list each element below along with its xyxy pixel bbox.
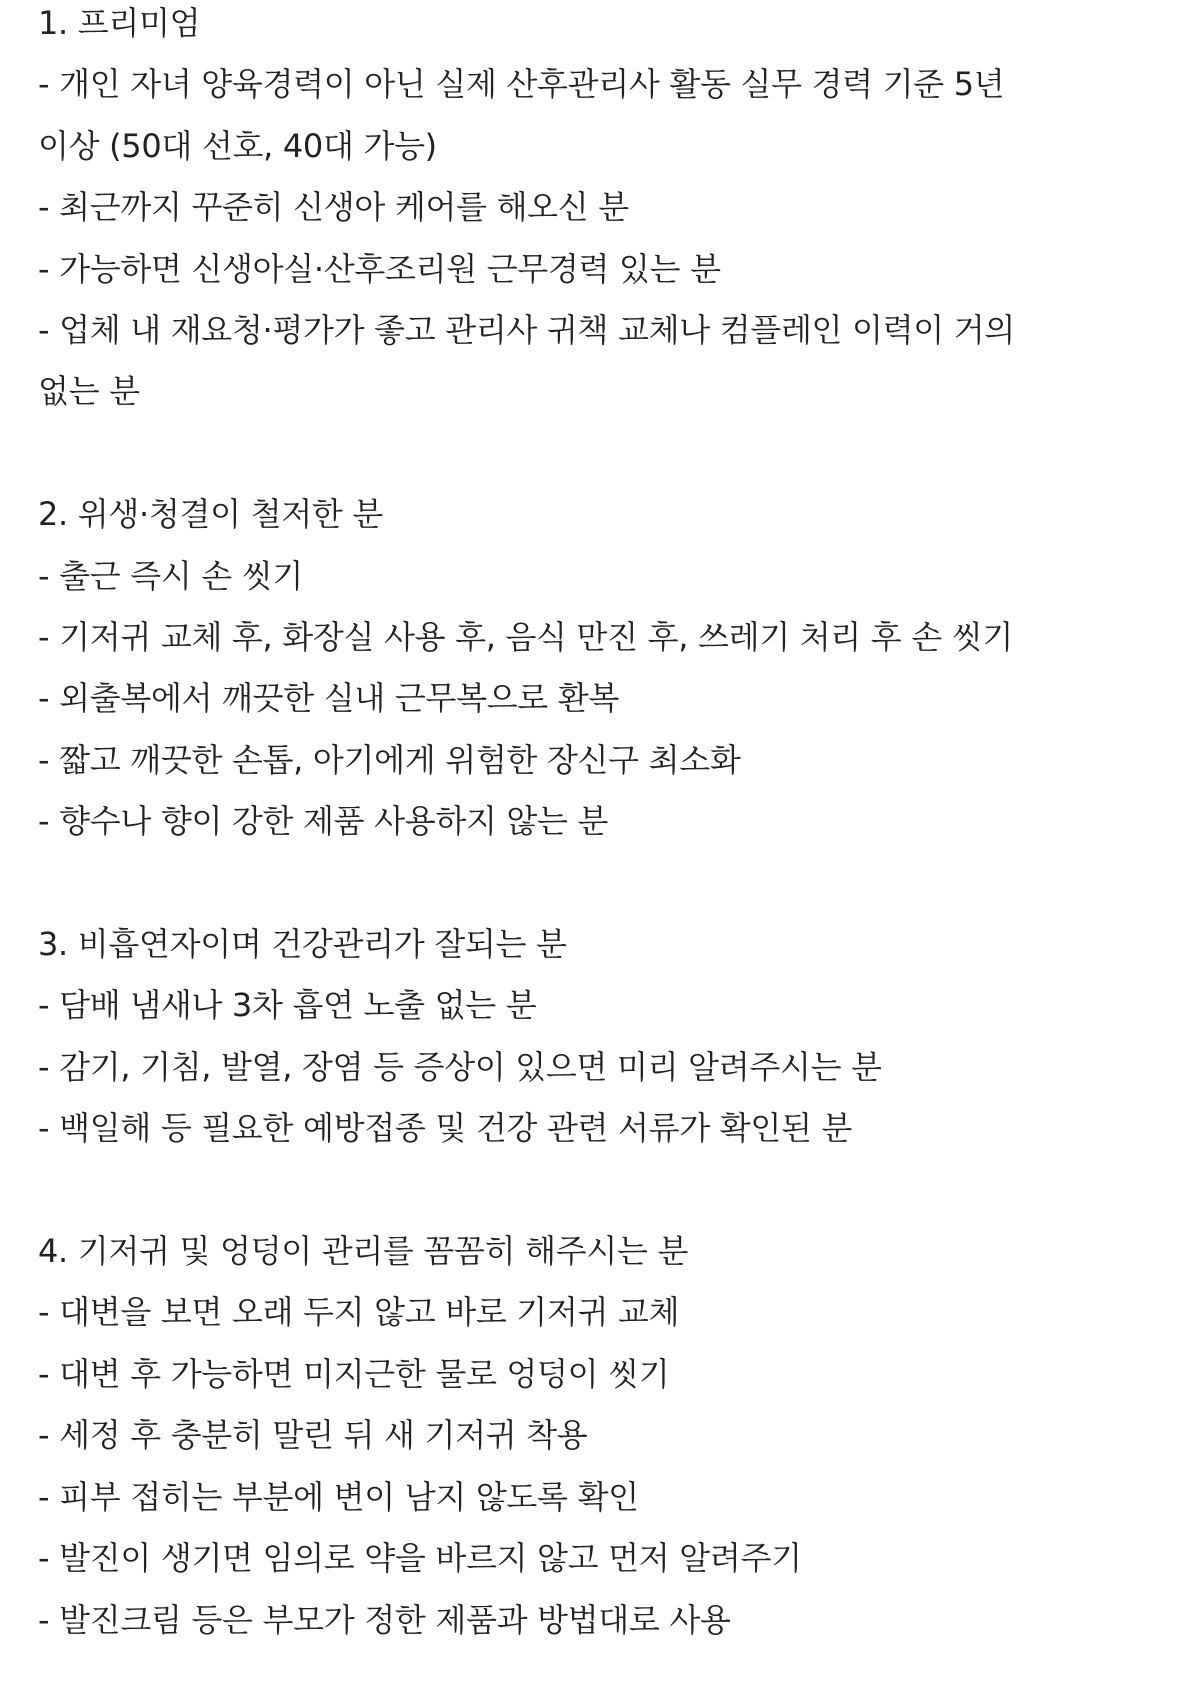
section-heading: 3. 비흡연자이며 건강관리가 잘되는 분: [38, 925, 567, 964]
list-item: - 출근 즉시 손 씻기: [38, 556, 304, 595]
list-item: - 기저귀 교체 후, 화장실 사용 후, 음식 만진 후, 쓰레기 처리 후 손 씻기: [38, 618, 1013, 657]
list-item: - 최근까지 꾸준히 신생아 케어를 해오신 분: [38, 188, 629, 227]
list-item: - 가능하면 신생아실·산후조리원 근무경력 있는 분: [38, 249, 721, 288]
list-item: - 담배 냄새나 3차 흡연 노출 없는 분: [38, 986, 537, 1025]
section-premium: [38, 0, 1148, 423]
list-item: - 대변 후 가능하면 미지근한 물로 엉덩이 씻기: [38, 1354, 670, 1393]
section-hygiene: [38, 484, 1148, 852]
section-heading: 1. 프리미엄: [38, 4, 201, 42]
section-diaper-care: [38, 1221, 1148, 1651]
list-item: - 향수나 향이 강한 제품 사용하지 않는 분: [38, 802, 609, 841]
list-item: - 세정 후 충분히 말린 뒤 새 기저귀 착용: [38, 1416, 588, 1455]
section-spacer: [38, 853, 1148, 914]
list-item: - 외출복에서 깨끗한 실내 근무복으로 환복: [38, 679, 620, 718]
section-heading: 2. 위생·청결이 철저한 분: [38, 495, 383, 534]
list-item: - 대변을 보면 오래 두지 않고 바로 기저귀 교체: [38, 1293, 680, 1332]
document-body: [38, 0, 1148, 1651]
list-item-continuation: 이상 (50대 선호, 40대 가능): [38, 126, 437, 165]
list-item: - 피부 접히는 부분에 변이 남지 않도록 확인: [38, 1477, 639, 1516]
section-spacer: [38, 1160, 1148, 1221]
list-item: - 업체 내 재요청·평가가 좋고 관리사 귀책 교체나 컴플레인 이력이 거의: [38, 311, 1015, 350]
section-spacer: [38, 423, 1148, 484]
list-item-continuation: 없는 분: [38, 372, 140, 411]
list-item: - 발진크림 등은 부모가 정한 제품과 방법대로 사용: [38, 1600, 731, 1639]
list-item: - 백일해 등 필요한 예방접종 및 건강 관련 서류가 확인된 분: [38, 1109, 853, 1148]
list-item: - 짧고 깨끗한 손톱, 아기에게 위험한 장신구 최소화: [38, 740, 741, 779]
list-item: - 감기, 기침, 발열, 장염 등 증상이 있으면 미리 알려주시는 분: [38, 1047, 882, 1086]
list-item: - 개인 자녀 양육경력이 아닌 실제 산후관리사 활동 실무 경력 기준 5년: [38, 65, 1005, 104]
section-health: [38, 914, 1148, 1160]
list-item: - 발진이 생기면 임의로 약을 바르지 않고 먼저 알려주기: [38, 1539, 802, 1578]
section-heading: 4. 기저귀 및 엉덩이 관리를 꼼꼼히 해주시는 분: [38, 1232, 689, 1271]
